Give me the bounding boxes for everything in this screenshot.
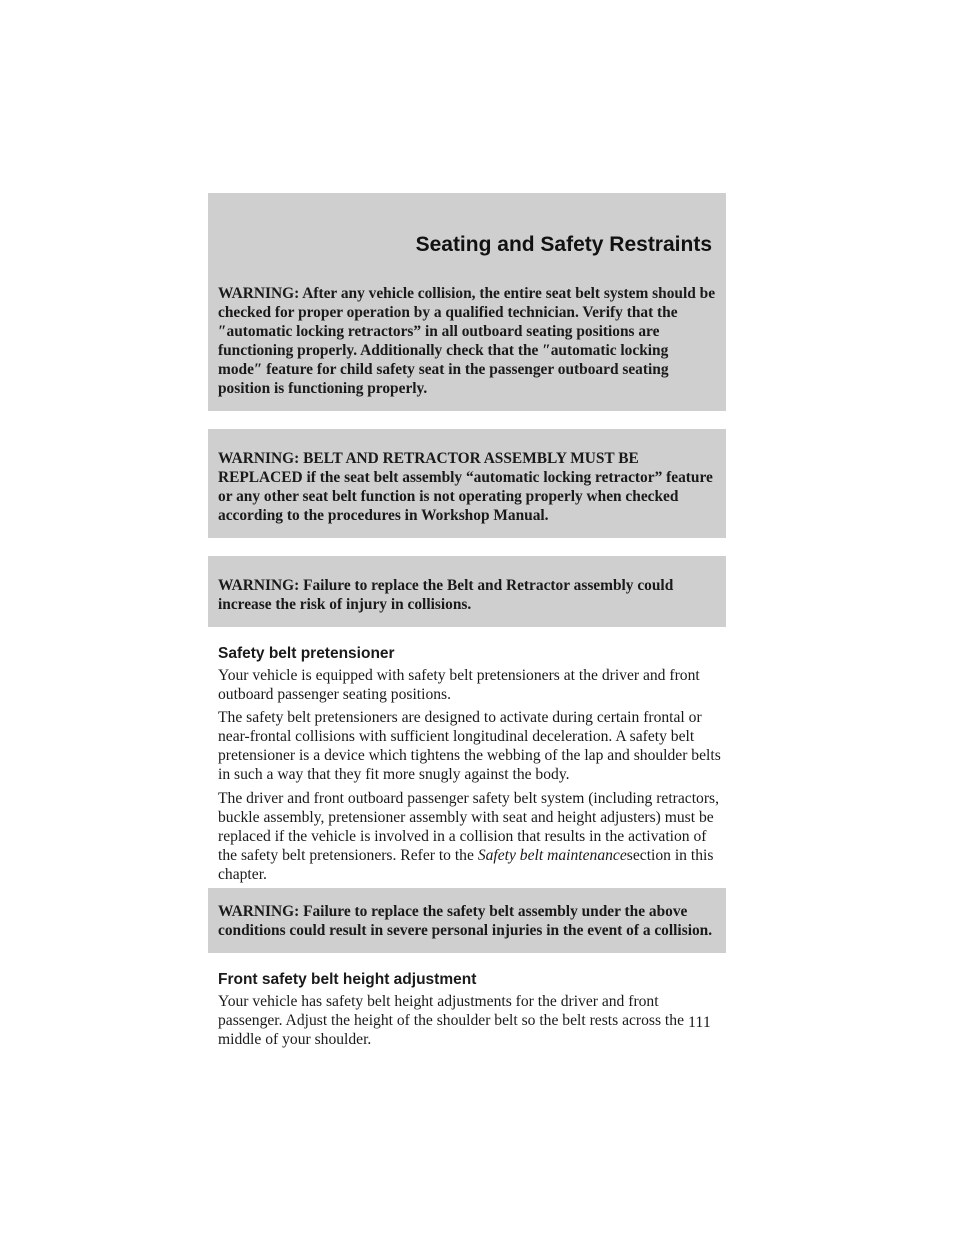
height-adjustment-heading: Front safety belt height adjustment <box>218 971 477 989</box>
pretensioner-para-1: Your vehicle is equipped with safety belt pretensioners at the driver and front outboard passenger seating positions. <box>218 667 700 704</box>
warning-replace-assembly: WARNING: BELT AND RETRACTOR ASSEMBLY MUST BE REPLACED if the seat belt assembly “automatic locking retractor” feature or any other seat belt function is not operating properly when checked according to the procedures in Workshop Manual. <box>208 429 726 538</box>
maintenance-reference: Safety belt maintenance <box>477 846 627 864</box>
pretensioner-para-2: The safety belt pretensioners are designed to activate during certain frontal or near-frontal collisions with sufficient longitudinal deceleration. A safety belt pretensioner is a device which tightens the webbing of the lap and shoulder belts in such a way that they fit more snugly against the body. <box>218 709 721 784</box>
pretensioner-para-3 <box>218 789 726 884</box>
section-title: Seating and Safety Restraints <box>415 233 712 256</box>
warning-collision-check: WARNING: After any vehicle collision, the entire seat belt system should be checked for proper operation by a qualified technician. Verify that the ″automatic locking retractors” in all outboard seating positions are functioning properly. Additionally check that the ″automatic locking mode″ feature for child safety seat in the passenger outboard seating position is functioning properly. <box>208 264 726 411</box>
height-adjustment-para-1: Your vehicle has safety belt height adjustments for the driver and front passenger. Adjust the height of the shoulder belt so the belt rests across the middle of your shoulder. <box>218 993 684 1049</box>
warning-failure-to-replace: WARNING: Failure to replace the Belt and Retractor assembly could increase the risk of injury in collisions. <box>208 556 726 627</box>
pretensioner-heading: Safety belt pretensioner <box>218 645 395 662</box>
warning-severe-injuries: WARNING: Failure to replace the safety belt assembly under the above conditions could result in severe personal injuries in the event of a collision. <box>208 888 726 953</box>
pretensioner-para-3-text: The driver and front outboard passenger safety belt system (including retractors, buckle assembly, pretensioner assembly with seat and height adjusters) must be replaced if the vehicle is involved in a collision that results in the activation of the safety belt pretensioners. Refer to the <box>218 789 720 864</box>
pretensioner-para-3-tail: section in this chapter. <box>218 846 714 883</box>
page-content <box>218 264 726 1053</box>
section-header-band <box>208 193 726 264</box>
page-number: 111 <box>688 1014 711 1031</box>
